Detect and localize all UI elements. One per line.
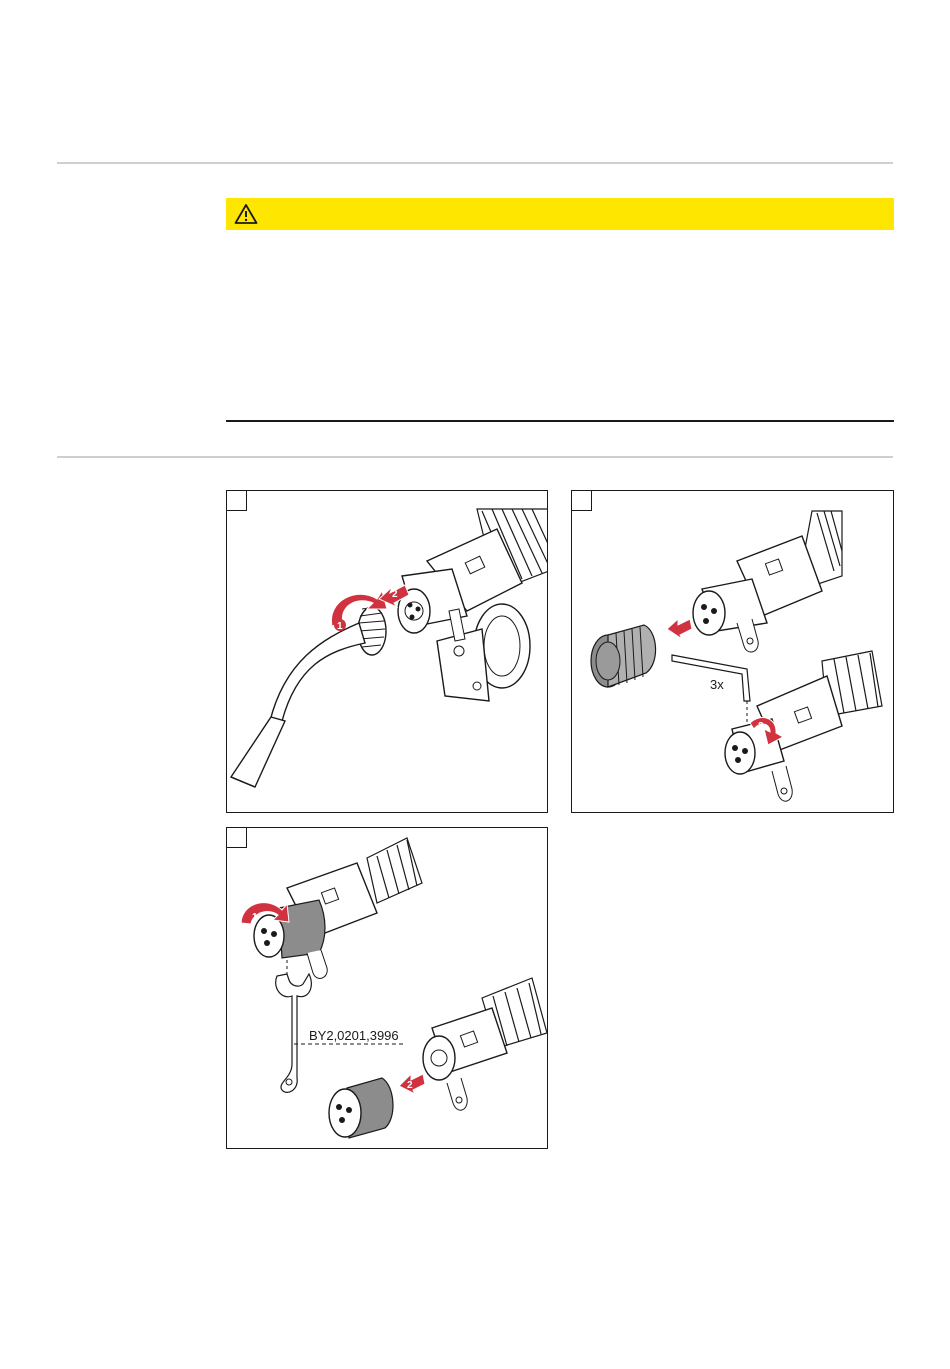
warning-end-rule xyxy=(226,420,894,422)
section-divider xyxy=(57,456,893,458)
cap-removal-illustration xyxy=(572,491,894,813)
arrow-1-label: 1 xyxy=(252,912,258,923)
hose-upper xyxy=(367,838,422,903)
arrow-2-label: 2 xyxy=(758,721,764,732)
step-number-box xyxy=(227,828,247,848)
warning-banner xyxy=(226,198,894,230)
contact-insert xyxy=(329,1078,393,1138)
warning-triangle-icon xyxy=(234,203,258,225)
count-label: 3x xyxy=(710,677,724,692)
arrow-2-label: 2 xyxy=(392,589,398,600)
torch-neck xyxy=(270,623,365,721)
wire-spool xyxy=(437,604,530,701)
figure-step-3 xyxy=(226,827,548,1149)
protective-cap xyxy=(591,625,656,687)
figure-step-1 xyxy=(226,490,548,813)
part-number-label: BY2,0201,3996 xyxy=(309,1028,399,1043)
torch-neck-removal-illustration xyxy=(227,491,548,813)
arrow-1-label: 1 xyxy=(337,621,343,632)
step-number-box xyxy=(227,491,247,511)
wrench xyxy=(276,974,312,1092)
figure-step-2 xyxy=(571,490,894,813)
push-arrow-cap xyxy=(667,619,692,639)
insert-removal-illustration xyxy=(227,828,548,1149)
top-divider xyxy=(57,162,893,164)
arrow-2-label: 2 xyxy=(407,1080,413,1091)
step-number-box xyxy=(572,491,592,511)
